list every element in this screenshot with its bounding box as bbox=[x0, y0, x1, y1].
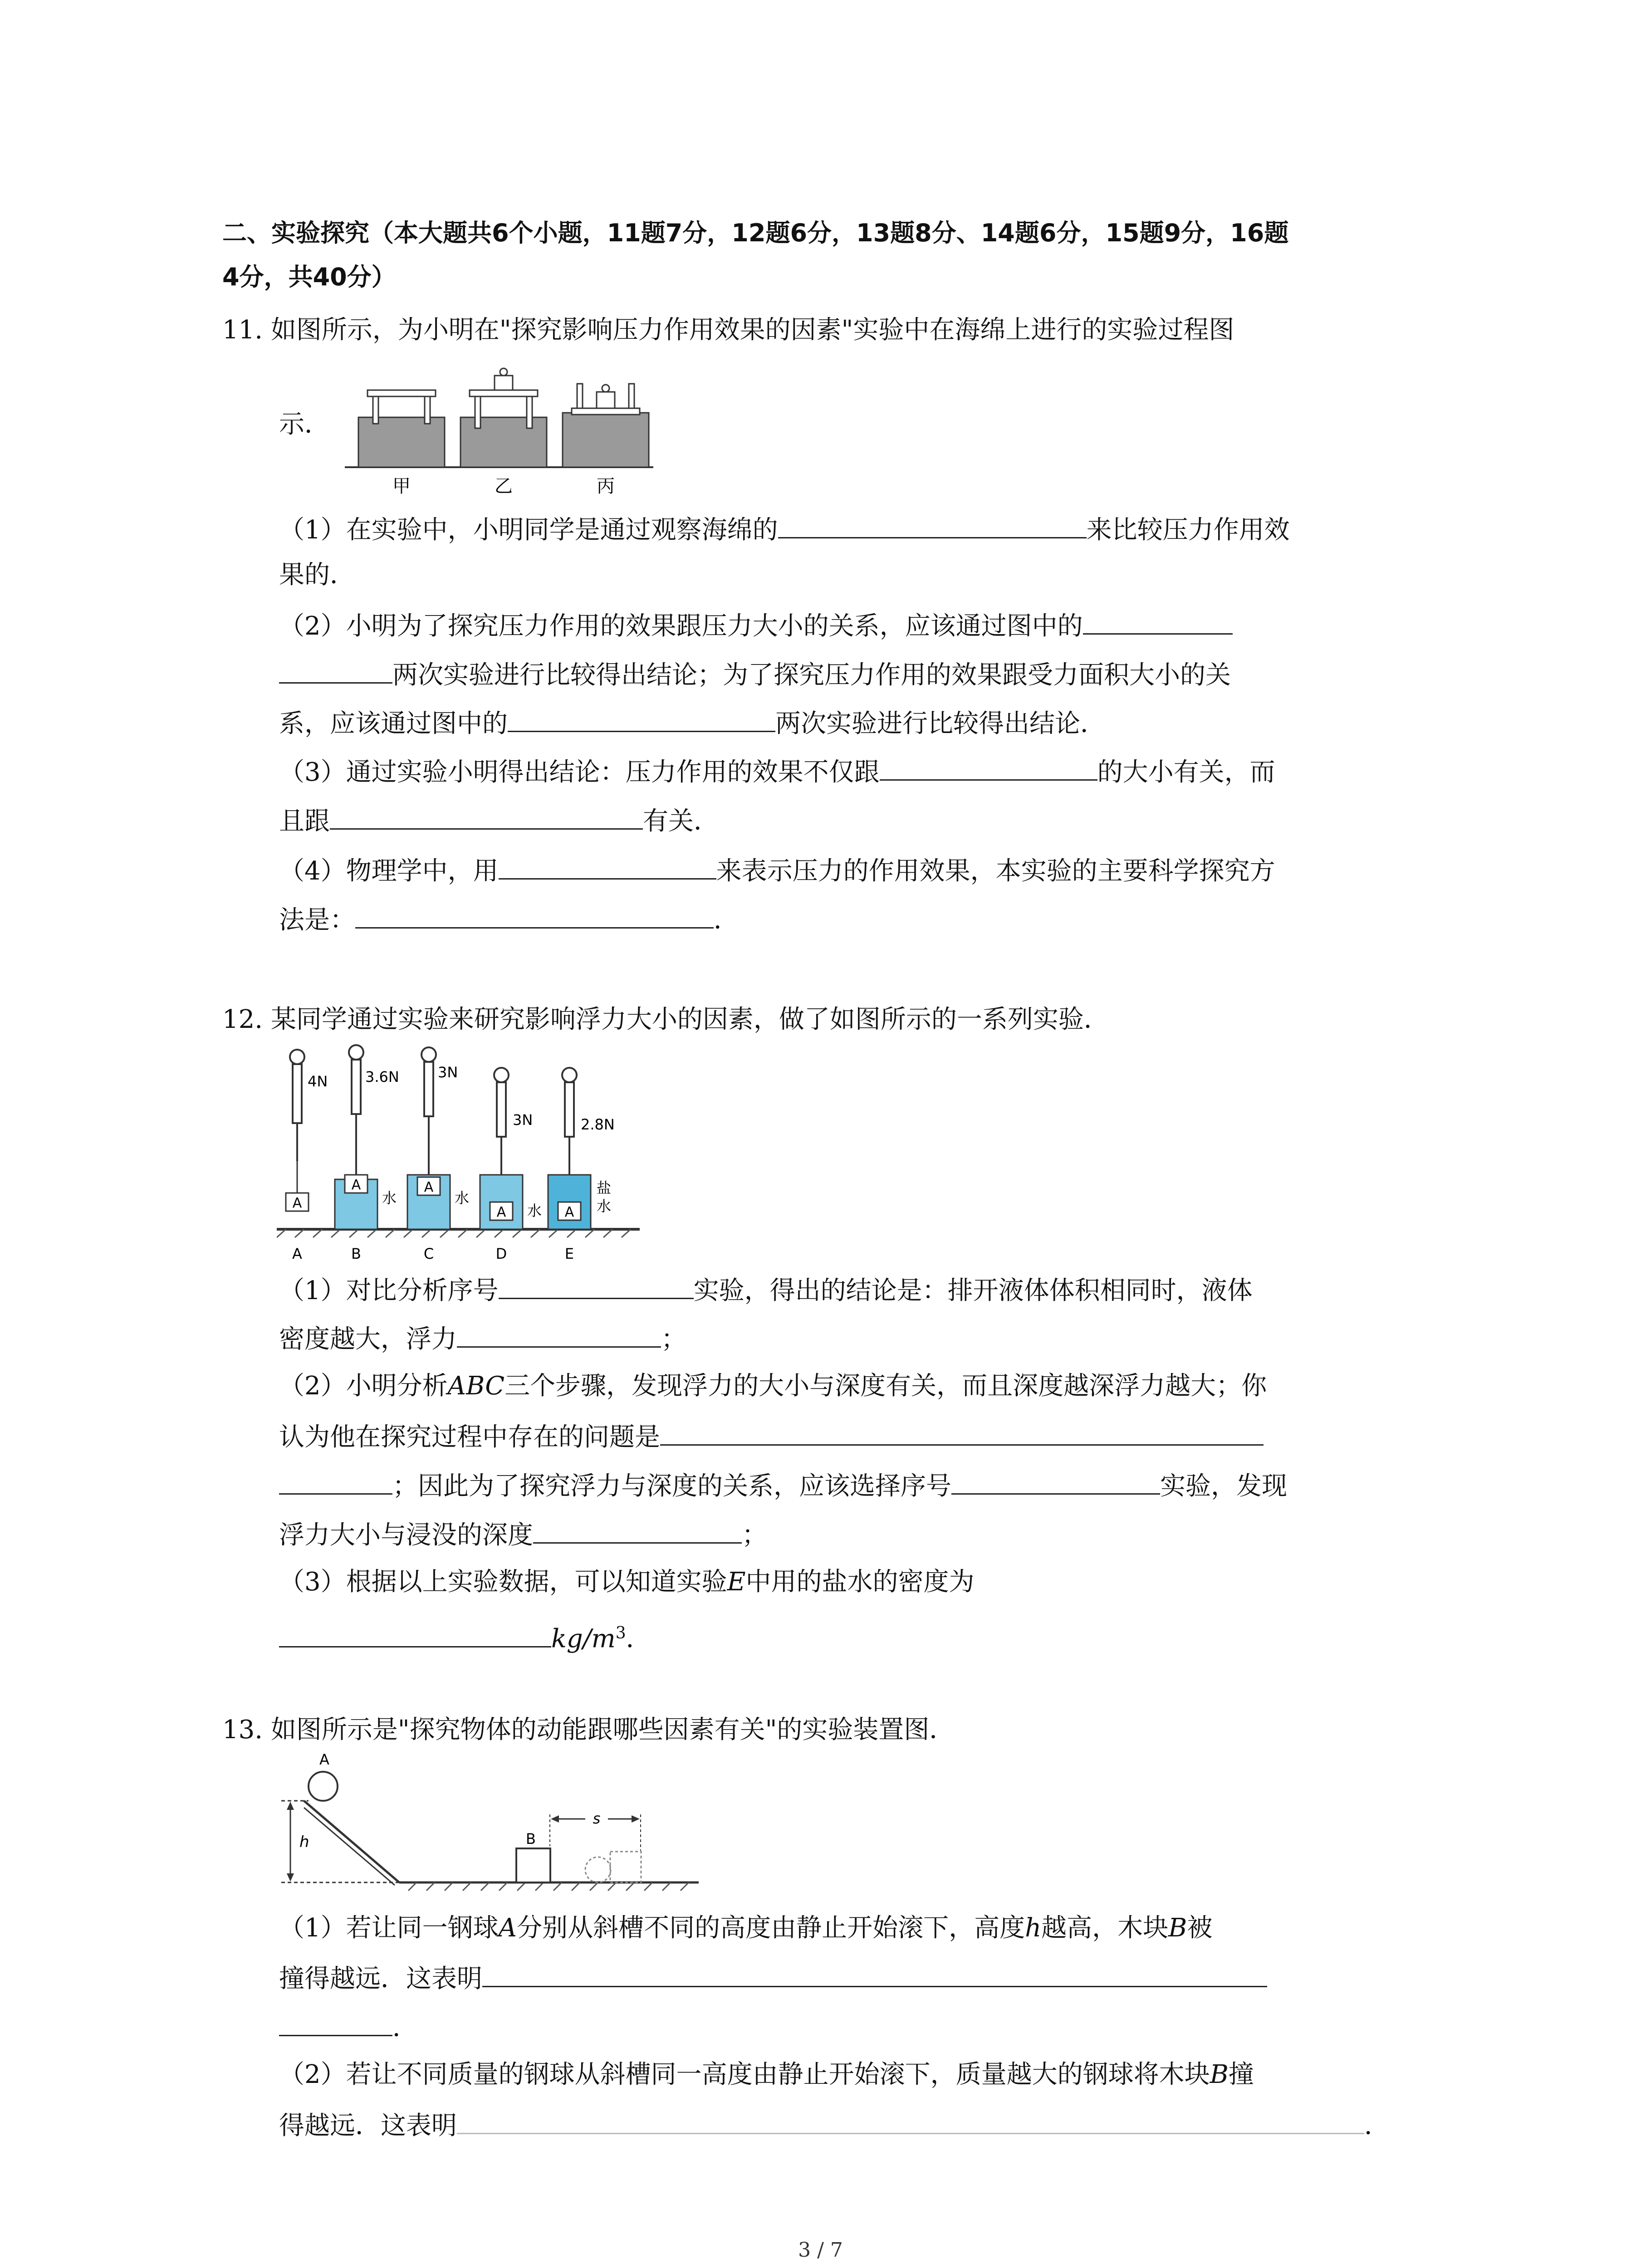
q11-number: 11. bbox=[222, 315, 263, 345]
q13-ramp-figure bbox=[272, 1751, 708, 1901]
q13-p1-blank-b[interactable] bbox=[279, 2009, 392, 2036]
q11-p2-text-c: 系，应该通过图中的 bbox=[279, 709, 508, 738]
q12-salt-2: 水 bbox=[597, 1198, 612, 1215]
q12-p2-text: （2）小明分析 bbox=[279, 1371, 448, 1401]
q13-p1-text-f: ． bbox=[392, 2013, 418, 2043]
q13-p1-line1 bbox=[279, 1912, 1212, 1945]
q13-p2-text: （2）若让不同质量的钢球从斜槽同一高度由静止开始滚下，质量越大的钢球将木块 bbox=[279, 2060, 1210, 2089]
q11-fig-jia bbox=[358, 390, 445, 467]
q13-p1-text-e: 撞得越远．这表明 bbox=[279, 1964, 482, 1994]
q13-p2-line1 bbox=[279, 2058, 1254, 2091]
q13-p2-blank[interactable] bbox=[457, 2107, 1364, 2134]
q11-p4-blank2[interactable] bbox=[355, 902, 714, 929]
q12-step-a bbox=[286, 1050, 309, 1211]
q11-p3-line1 bbox=[279, 754, 1275, 789]
q12-p2-blank2[interactable] bbox=[951, 1468, 1160, 1495]
q12-label-d: D bbox=[495, 1245, 507, 1262]
q12-p2-line4 bbox=[279, 1517, 767, 1552]
q12-block-b: A bbox=[351, 1177, 361, 1193]
q12-p3-blank[interactable] bbox=[279, 1621, 551, 1647]
q11-p4-line2 bbox=[279, 902, 739, 937]
q12-p2-text-d: ；因此为了探究浮力与深度的关系，应该选择序号 bbox=[392, 1471, 951, 1501]
q13-block bbox=[516, 1848, 550, 1882]
q13-p1-line2 bbox=[279, 1960, 1267, 1995]
q12-p1-text-d: ； bbox=[661, 1325, 686, 1354]
q12-p3-unit: kg/m bbox=[551, 1624, 616, 1654]
q13-p1-line3 bbox=[279, 2009, 418, 2044]
q11-sponge-figure bbox=[345, 363, 662, 499]
q13-stem: 如图所示是"探究物体的动能跟哪些因素有关"的实验装置图． bbox=[270, 1715, 955, 1745]
q12-p2-text-e: 实验，发现 bbox=[1160, 1471, 1287, 1501]
q11-p2-text-d: 两次实验进行比较得出结论． bbox=[775, 709, 1106, 738]
q13-p1-text-d: 被 bbox=[1187, 1913, 1213, 1943]
q12-p2-line3 bbox=[279, 1468, 1287, 1503]
q11-p2-line2 bbox=[279, 657, 1231, 692]
q13-p1-blank-a[interactable] bbox=[482, 1960, 1267, 1987]
q13-number: 13. bbox=[222, 1715, 263, 1745]
q12-p1-line1 bbox=[279, 1272, 1253, 1307]
q13-stem-line bbox=[222, 1714, 955, 1746]
q13-height-label: h bbox=[299, 1833, 309, 1851]
section-title-line1: 二、实验探究（本大题共6个小题，11题7分，12题6分，13题8分、14题6分，15题9分，16题 bbox=[222, 219, 1289, 247]
q12-water-b: 水 bbox=[382, 1189, 397, 1207]
q13-p1-text-c: 越高，木块 bbox=[1041, 1913, 1169, 1943]
q11-stem: 如图所示，为小明在"探究影响压力作用效果的因素"实验中在海绵上进行的实验过程图 bbox=[270, 315, 1234, 345]
q11-p3-text: （3）通过实验小明得出结论：压力作用的效果不仅跟 bbox=[279, 758, 880, 787]
q11-p1-blank[interactable] bbox=[778, 512, 1087, 538]
q13-p1-a: A bbox=[498, 1913, 517, 1943]
q12-p1-text: （1）对比分析序号 bbox=[279, 1276, 499, 1305]
q11-p1-line2: 果的． bbox=[279, 560, 355, 590]
q11-fig-yi bbox=[460, 368, 547, 467]
q12-p2-text-c: 认为他在探究过程中存在的问题是 bbox=[279, 1422, 660, 1452]
q12-p3-text-b: 中用的盐水的密度为 bbox=[745, 1567, 975, 1597]
q11-p2-line1 bbox=[279, 608, 1233, 643]
q12-p2-text-g: ； bbox=[742, 1520, 767, 1550]
q11-p3-line2 bbox=[279, 803, 719, 838]
q11-p2-blank2[interactable] bbox=[508, 705, 775, 732]
section-title-line2: 4分，共40分） bbox=[222, 263, 396, 291]
q11-p3-text-c: 且跟 bbox=[279, 807, 330, 836]
q13-p1-text-b: 分别从斜槽不同的高度由静止开始滚下，高度 bbox=[517, 1913, 1025, 1943]
q12-reading-d: 3N bbox=[513, 1111, 533, 1129]
q11-stem-line1 bbox=[222, 314, 1234, 347]
q11-label-jia: 甲 bbox=[392, 476, 411, 497]
q12-p3-e: E bbox=[727, 1567, 746, 1597]
q11-p3-blank1[interactable] bbox=[880, 754, 1097, 781]
q12-reading-b: 3.6N bbox=[365, 1068, 399, 1085]
q11-fig-bing bbox=[563, 384, 649, 467]
q11-p2-line3 bbox=[279, 705, 1106, 740]
q12-step-e bbox=[548, 1068, 591, 1229]
q11-p4-text: （4）物理学中，用 bbox=[279, 856, 499, 886]
q13-p2-text-d: ． bbox=[1364, 2111, 1390, 2141]
q11-label-bing: 丙 bbox=[597, 476, 615, 497]
q12-label-a: A bbox=[292, 1245, 302, 1262]
q13-distance-label: s bbox=[593, 1810, 601, 1827]
q13-p1-h: h bbox=[1025, 1913, 1042, 1943]
q12-block-a: A bbox=[292, 1195, 302, 1211]
q12-p3-exp: 3 bbox=[615, 1624, 626, 1642]
q11-p3-text-d: 有关． bbox=[643, 807, 719, 836]
q11-p4-text-c: 法是： bbox=[279, 905, 355, 935]
q11-p2-text: （2）小明为了探究压力作用的效果跟压力大小的关系，应该通过图中的 bbox=[279, 611, 1083, 641]
q12-p2-abc: ABC bbox=[447, 1371, 505, 1401]
q11-p4-line1 bbox=[279, 853, 1275, 888]
q12-label-b: B bbox=[351, 1245, 361, 1262]
q11-label-yi: 乙 bbox=[495, 476, 513, 497]
q11-p4-blank1[interactable] bbox=[499, 853, 716, 880]
q11-p4-text-d: ． bbox=[714, 905, 739, 935]
q13-p2-text-b: 撞 bbox=[1228, 2060, 1254, 2089]
q13-ball bbox=[309, 1772, 338, 1801]
q12-block-d: A bbox=[496, 1204, 506, 1220]
q12-salt-1: 盐 bbox=[597, 1179, 612, 1197]
q12-p3-line1 bbox=[279, 1566, 975, 1598]
q12-stem-line bbox=[222, 1003, 1109, 1036]
q13-p2-line2 bbox=[279, 2107, 1390, 2142]
q13-p1-text: （1）若让同一钢球 bbox=[279, 1913, 499, 1943]
q12-stem: 某同学通过实验来研究影响浮力大小的因素，做了如图所示的一系列实验． bbox=[270, 1005, 1109, 1034]
q13-ramp bbox=[304, 1801, 399, 1882]
q12-reading-e: 2.8N bbox=[581, 1116, 615, 1133]
q13-p2-text-c: 得越远．这表明 bbox=[279, 2111, 457, 2141]
q11-p1-text: （1）在实验中，小明同学是通过观察海绵的 bbox=[279, 515, 778, 545]
q12-block-c: A bbox=[424, 1179, 434, 1195]
q11-p2-blank1a[interactable] bbox=[1083, 608, 1233, 635]
q12-number: 12. bbox=[222, 1005, 263, 1034]
q12-p3-text: （3）根据以上实验数据，可以知道实验 bbox=[279, 1567, 727, 1597]
q11-p3-text-b: 的大小有关，而 bbox=[1097, 758, 1275, 787]
q13-p2-b: B bbox=[1210, 2060, 1229, 2089]
q11-p1-text-b: 来比较压力作用效 bbox=[1086, 515, 1290, 545]
q12-p1-text-b: 实验，得出的结论是：排开液体体积相同时，液体 bbox=[693, 1276, 1253, 1305]
q12-block-e: A bbox=[564, 1204, 574, 1220]
q11-stem-line2: 示． bbox=[279, 410, 330, 439]
q11-p2-blank1b[interactable] bbox=[279, 657, 392, 684]
q12-label-c: C bbox=[423, 1245, 434, 1262]
q11-p3-blank2[interactable] bbox=[330, 803, 643, 830]
q11-p1-line1 bbox=[279, 512, 1290, 547]
q13-ball-label: A bbox=[319, 1751, 329, 1768]
q12-p1-blank2[interactable] bbox=[457, 1321, 661, 1348]
q12-label-e: E bbox=[564, 1245, 574, 1262]
q12-p3-end: ． bbox=[626, 1624, 652, 1654]
q11-p4-text-b: 来表示压力的作用效果，本实验的主要科学探究方 bbox=[716, 856, 1275, 886]
q12-p2-blank3[interactable] bbox=[533, 1517, 742, 1544]
q12-p3-line2 bbox=[279, 1617, 652, 1656]
q12-p2-text-f: 浮力大小与浸没的深度 bbox=[279, 1520, 533, 1550]
q12-water-d: 水 bbox=[527, 1202, 542, 1219]
q12-p1-line2 bbox=[279, 1321, 686, 1356]
q12-p2-blank1a[interactable] bbox=[660, 1419, 1264, 1446]
q13-block-label: B bbox=[526, 1830, 536, 1848]
page-number: 3 / 7 bbox=[798, 2239, 843, 2262]
q12-p2-blank1b[interactable] bbox=[279, 1468, 392, 1495]
q12-p2-text-b: 三个步骤，发现浮力的大小与深度有关，而且深度越深浮力越大；你 bbox=[505, 1371, 1267, 1401]
q12-p2-line2 bbox=[279, 1419, 1264, 1454]
q12-reading-c: 3N bbox=[438, 1064, 458, 1081]
q12-step-d bbox=[480, 1068, 523, 1229]
q12-water-c: 水 bbox=[455, 1189, 470, 1207]
q11-p2-text-b: 两次实验进行比较得出结论；为了探究压力作用的效果跟受力面积大小的关 bbox=[392, 660, 1231, 690]
q12-p1-text-c: 密度越大，浮力 bbox=[279, 1325, 457, 1354]
q12-reading-a: 4N bbox=[308, 1073, 328, 1090]
q12-p1-blank1[interactable] bbox=[499, 1272, 694, 1299]
q12-p2-line1 bbox=[279, 1370, 1267, 1403]
q12-buoyancy-figure bbox=[277, 1043, 658, 1266]
q13-p1-b: B bbox=[1168, 1913, 1187, 1943]
